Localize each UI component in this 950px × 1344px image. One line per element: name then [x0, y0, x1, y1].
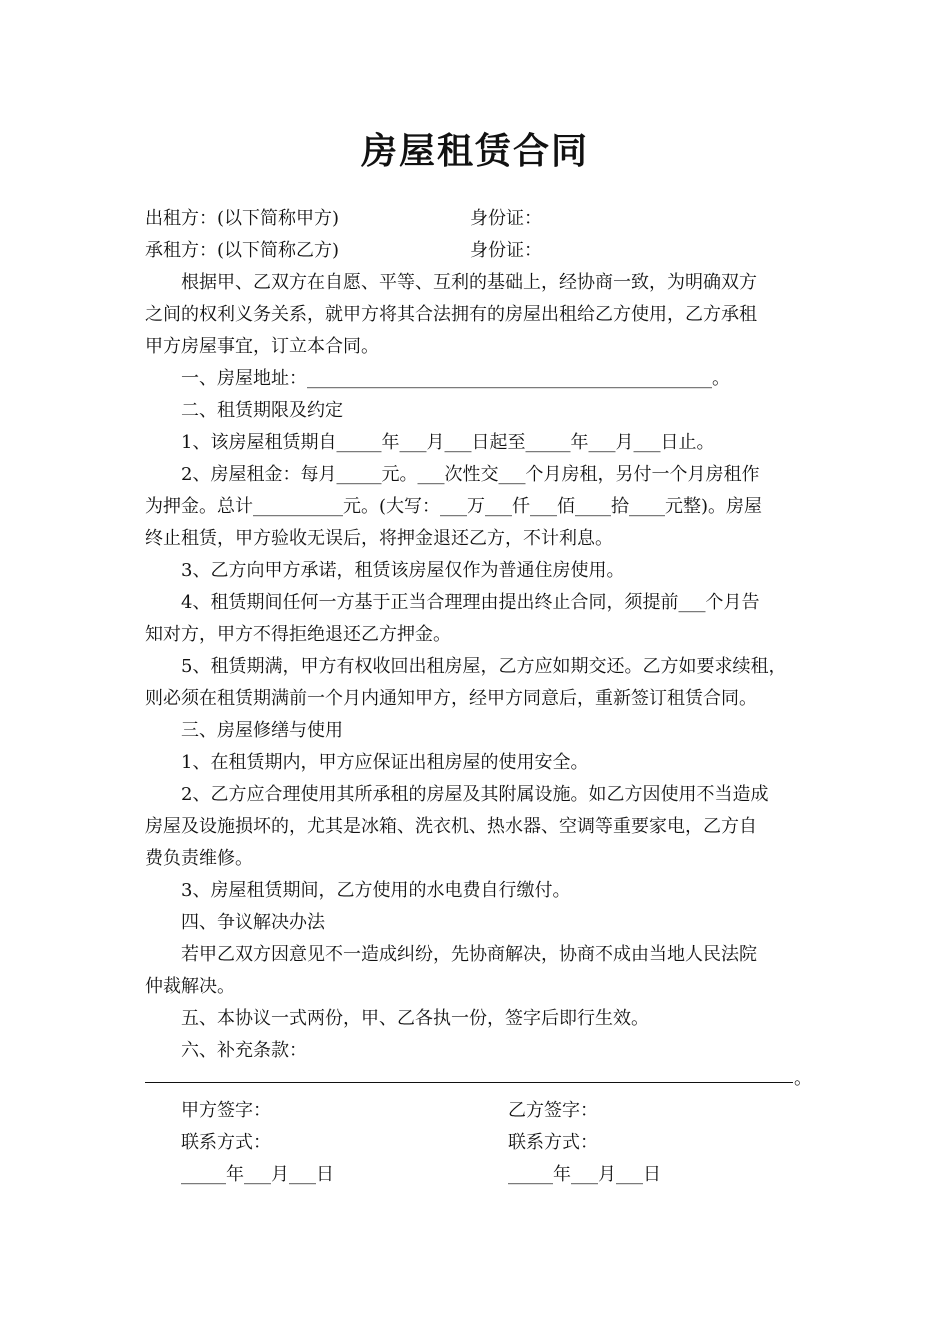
page-title: 房屋租赁合同 — [360, 130, 589, 172]
lessor-label: 出租方：(以下简称甲方) — [145, 208, 340, 229]
clause-line: 则必须在租赁期满前一个月内通知甲方，经甲方同意后，重新签订租赁合同。 — [145, 688, 757, 709]
clause-line: 1、该房屋租赁期自_____年___月___日起至_____年___月___日止。 — [181, 432, 715, 453]
lessor-id-label: 身份证： — [470, 208, 542, 229]
clause-line: 2、乙方应合理使用其所承租的房屋及其附属设施。如乙方因使用不当造成 — [181, 784, 769, 805]
lessee-id-label: 身份证： — [470, 240, 542, 261]
clause-line: 仲裁解决。 — [145, 976, 235, 997]
clause-line: 费负责维修。 — [145, 848, 253, 869]
clause-line: 5、租赁期满，甲方有权收回出租房屋，乙方应如期交还。乙方如要求续租， — [181, 656, 787, 677]
clause-line: 3、乙方向甲方承诺，租赁该房屋仅作为普通住房使用。 — [181, 560, 625, 581]
party-b-signature-label: 乙方签字： — [508, 1100, 598, 1121]
preamble-line: 之间的权利义务关系，就甲方将其合法拥有的房屋出租给乙方使用，乙方承租 — [145, 304, 757, 325]
party-a-date: _____年___月___日 — [181, 1164, 334, 1185]
clause-line: 知对方，甲方不得拒绝退还乙方押金。 — [145, 624, 451, 645]
section-heading: 四、争议解决办法 — [181, 912, 325, 933]
clause-line: 终止租赁，甲方验收无误后，将押金退还乙方，不计利息。 — [145, 528, 613, 549]
clause-line: 若甲乙双方因意见不一造成纠纷，先协商解决，协商不成由当地人民法院 — [181, 944, 757, 965]
party-a-contact-label: 联系方式： — [181, 1132, 271, 1153]
clause-line: 2、房屋租金：每月_____元。___次性交___个月房租，另付一个月房租作 — [181, 464, 760, 485]
clause-line: 3、房屋租赁期间，乙方使用的水电费自行缴付。 — [181, 880, 571, 901]
section-heading: 三、房屋修缮与使用 — [181, 720, 343, 741]
preamble-line: 甲方房屋事宜，订立本合同。 — [145, 336, 379, 357]
party-b-contact-label: 联系方式： — [508, 1132, 598, 1153]
lessee-label: 承租方：(以下简称乙方) — [145, 240, 340, 261]
section-heading: 二、租赁期限及约定 — [181, 400, 343, 421]
clause-line: 房屋及设施损坏的，尤其是冰箱、洗衣机、热水器、空调等重要家电，乙方自 — [145, 816, 757, 837]
clause-line: 为押金。总计__________元。(大写：___万___仟___佰____拾____元整)。房屋 — [145, 496, 763, 517]
clause-line: 4、租赁期间任何一方基于正当合理理由提出终止合同，须提前___个月告 — [181, 592, 760, 613]
supplement-line-end: 。 — [794, 1068, 812, 1089]
party-b-date: _____年___月___日 — [508, 1164, 661, 1185]
clause-line: 1、在租赁期内，甲方应保证出租房屋的使用安全。 — [181, 752, 589, 773]
section-heading: 六、补充条款： — [181, 1040, 307, 1061]
section-address: 一、房屋地址：_____________________________________________。 — [181, 368, 730, 389]
preamble-line: 根据甲、乙双方在自愿、平等、互利的基础上，经协商一致，为明确双方 — [181, 272, 757, 293]
supplement-blank-line — [145, 1082, 793, 1083]
party-a-signature-label: 甲方签字： — [181, 1100, 271, 1121]
section-validity: 五、本协议一式两份，甲、乙各执一份，签字后即行生效。 — [181, 1008, 649, 1029]
